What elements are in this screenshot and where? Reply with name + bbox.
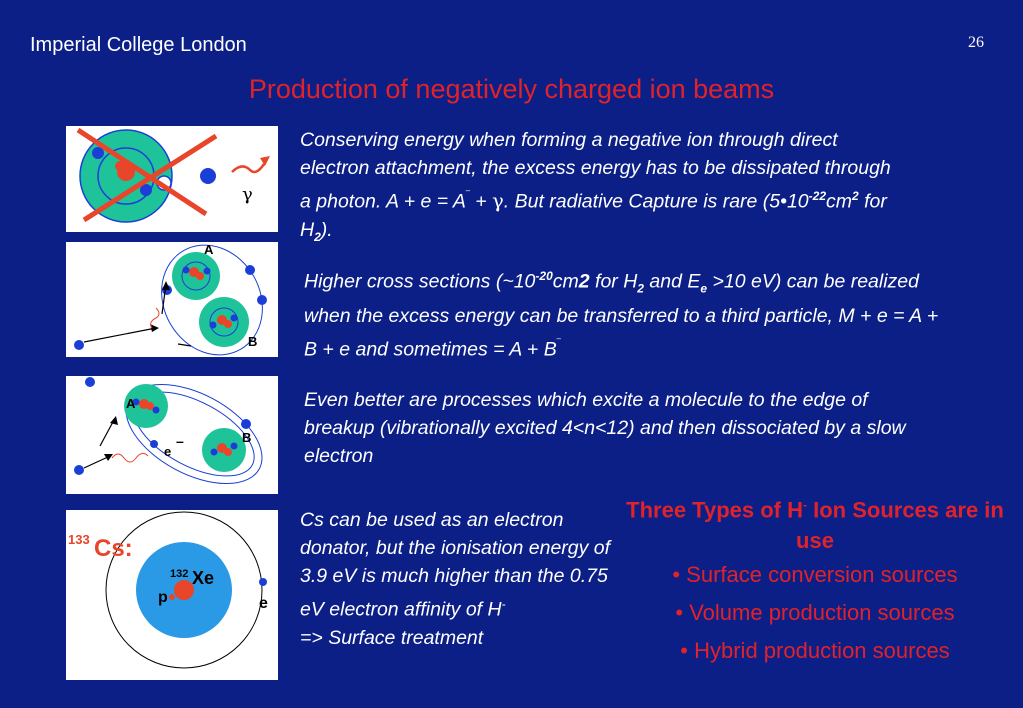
- electron-path: [84, 456, 110, 468]
- electron: [211, 449, 218, 456]
- label-p: p: [158, 589, 168, 606]
- proton: [169, 594, 175, 600]
- photon-wave: [112, 453, 148, 462]
- nucleus-b-part: [224, 448, 232, 456]
- electron: [231, 443, 238, 450]
- cs-symbol: Cs:: [94, 535, 133, 562]
- cs-mass-number: 133: [68, 532, 90, 547]
- ion-source-item: • Surface conversion sources: [672, 562, 958, 588]
- label-b: B: [248, 334, 258, 349]
- label-minus: –: [176, 433, 184, 449]
- xe-symbol: Xe: [192, 568, 215, 588]
- arrow-icon: [110, 416, 118, 425]
- photon-wave: [232, 164, 264, 172]
- gamma-label: γ: [242, 184, 253, 205]
- paragraph-caesium: Cs can be used as an electron donator, but the ionisation energy of 3.9 eV is much higher than the 0.75 eV electron affinity of H- => Surface treatment: [300, 509, 611, 649]
- photon-arrow-icon: [260, 156, 270, 166]
- xe-mass-number: 132: [170, 568, 189, 580]
- arrow-icon: [150, 324, 159, 332]
- incoming-electron: [200, 168, 216, 184]
- label-e: e: [164, 444, 172, 459]
- electron: [85, 377, 95, 387]
- label-a: A: [204, 242, 214, 257]
- electron: [153, 407, 160, 414]
- electron: [204, 268, 211, 275]
- ion-source-types-heading: Three Types of H- Ion Sources are in use: [626, 497, 1004, 554]
- electron: [231, 315, 238, 322]
- ion-source-item: • Volume production sources: [675, 600, 955, 626]
- third-particle-svg: [66, 242, 278, 357]
- institution-label: Imperial College London: [30, 34, 247, 56]
- electron: [245, 265, 255, 275]
- page-number: 26: [968, 34, 984, 51]
- caesium-svg: [66, 510, 278, 680]
- paragraph-vibrational-excitation: Even better are processes which excite a molecule to the edge of breakup (vibrationally excited 4<n<12) and then dissociated by a slow electron: [304, 389, 906, 467]
- vibrational-excitation-svg: [66, 376, 278, 494]
- incoming-electron: [74, 340, 84, 350]
- diagram-caesium: [66, 510, 278, 680]
- valence-electron: [259, 578, 267, 586]
- ion-source-item: • Hybrid production sources: [680, 638, 950, 664]
- label-a: A: [126, 396, 136, 411]
- electron: [150, 440, 158, 448]
- electron: [183, 267, 190, 274]
- paragraph-third-particle: Higher cross sections ($\sim 10^{-20}cm2$ for $H_2$ and $E_e >10$ eV) can be realized when the excess energy can be transferred to a third particle, M + e = A + B + e and sometimes = A + B‾: [304, 269, 939, 361]
- nucleus-b-part: [224, 320, 232, 328]
- nucleus: [174, 580, 194, 600]
- electron: [257, 295, 267, 305]
- electron: [210, 322, 217, 329]
- label-e: e: [259, 595, 268, 612]
- diagram-vibrational-excitation: [66, 376, 278, 494]
- diagram-radiative-capture: [66, 126, 278, 232]
- incoming-electron: [74, 465, 84, 475]
- electron-path: [100, 420, 114, 446]
- electron-path: [84, 328, 156, 342]
- ion-source-types: [618, 490, 1012, 670]
- slide-title: Production of negatively charged ion beams: [248, 74, 775, 104]
- radiative-capture-svg: [66, 126, 278, 232]
- label-b: B: [242, 430, 252, 445]
- electron: [241, 419, 251, 429]
- paragraph-radiative-capture: Conserving energy when forming a negative ion through direct electron attachment, the excess energy has to be dissipated through a photon. A + e = A‾ + γ. But radiative Capture is rare ($5•10^{-22}cm^2$ for $H_2$).: [300, 129, 891, 244]
- diagram-third-particle: [66, 242, 278, 357]
- nucleus-a-part: [196, 272, 204, 280]
